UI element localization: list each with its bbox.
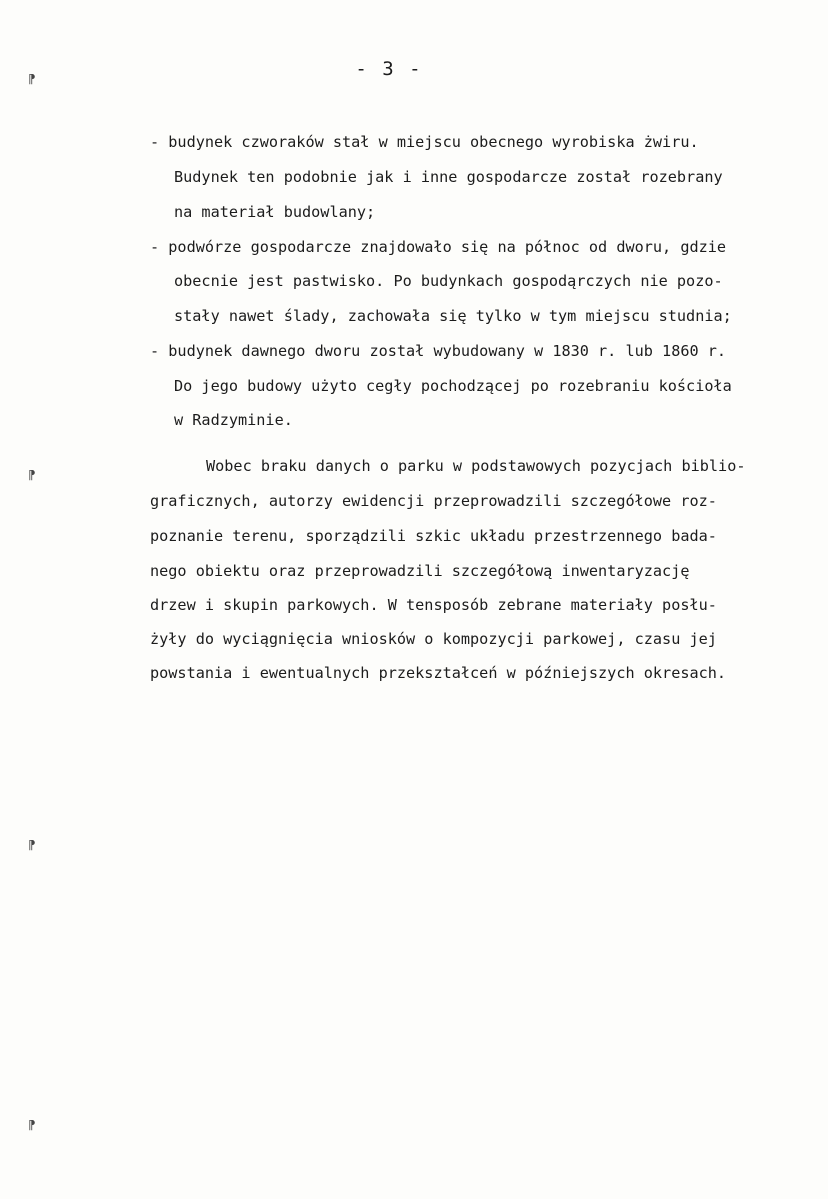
list-item-3-line-2: Do jego budowy użyto cegły pochodzącej po rozebraniu kościoła: [174, 377, 732, 395]
paragraph-line-5: drzew i skupin parkowych. W tensposób zebrane materiały posłu-: [150, 596, 717, 614]
paragraph-line-2: graficznych, autorzy ewidencji przeprowadzili szczegółowe roz-: [150, 492, 717, 510]
page-number: - 3 -: [355, 58, 423, 80]
paragraph-line-7: powstania i ewentualnych przekształceń w późniejszych okresach.: [150, 664, 727, 682]
list-item-2-line-2: obecnie jest pastwisko. Po budynkach gospodąrczych nie pozo-: [174, 272, 723, 290]
list-item-3-line-1: - budynek dawnego dworu został wybudowany w 1830 r. lub 1860 r.: [150, 342, 727, 360]
list-item-1-line-2: Budynek ten podobnie jak i inne gospodarcze został rozebrany: [174, 168, 723, 186]
margin-tick-mark: ⁋: [28, 468, 36, 482]
list-item-2-line-3: stały nawet ślady, zachowała się tylko w tym miejscu studnia;: [174, 307, 732, 325]
margin-tick-mark: ⁋: [28, 72, 36, 86]
list-item-1-line-1: - budynek czworaków stał w miejscu obecnego wyrobiska żwiru.: [150, 133, 699, 151]
paragraph-line-3: poznanie terenu, sporządzili szkic układu przestrzennego bada-: [150, 527, 717, 545]
margin-tick-mark: ⁋: [28, 838, 36, 852]
paragraph-line-1: Wobec braku danych o parku w podstawowych pozycjach biblio-: [206, 457, 746, 475]
list-item-3-line-3: w Radzyminie.: [174, 411, 293, 429]
list-item-2-line-1: - podwórze gospodarcze znajdowało się na północ od dworu, gdzie: [150, 238, 727, 256]
paragraph-line-4: nego obiektu oraz przeprowadzili szczegółową inwentaryzację: [150, 562, 690, 580]
margin-tick-mark: ⁋: [28, 1118, 36, 1132]
list-item-1-line-3: na materiał budowlany;: [174, 203, 376, 221]
paragraph-line-6: żyły do wyciągnięcia wniosków o kompozycji parkowej, czasu jej: [150, 630, 717, 648]
